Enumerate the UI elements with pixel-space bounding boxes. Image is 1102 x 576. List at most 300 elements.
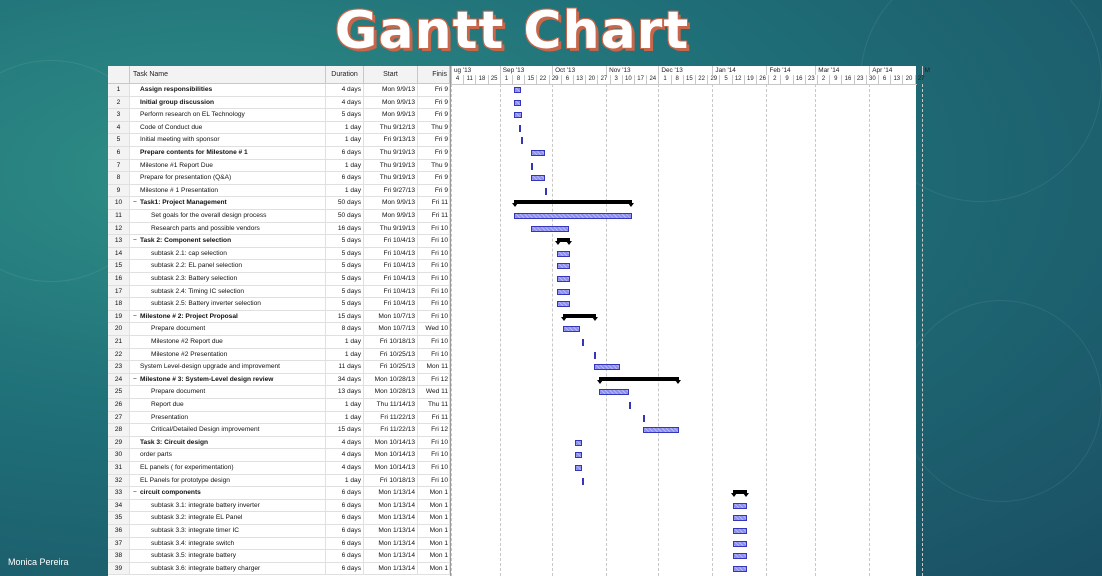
task-start: Fri 9/13/13: [364, 134, 418, 146]
task-bar[interactable]: [733, 528, 747, 534]
task-id: 1: [108, 84, 130, 96]
milestone-bar[interactable]: [582, 478, 584, 485]
task-name: [130, 462, 326, 474]
month-gridline: [552, 84, 553, 576]
task-duration: 1 day: [326, 475, 364, 487]
task-name-text: Prepare contents for Milestone # 1: [140, 149, 248, 156]
task-name-text: EL panels ( for experimentation): [140, 464, 234, 471]
task-name: [130, 399, 326, 411]
collapse-toggle-icon[interactable]: −: [133, 237, 137, 245]
table-row[interactable]: [108, 512, 450, 525]
task-duration: 5 days: [326, 273, 364, 285]
task-name: [130, 437, 326, 449]
task-name-text: Presentation: [151, 413, 189, 421]
table-row[interactable]: [108, 109, 450, 122]
timeline-week-label: 22: [695, 75, 707, 84]
task-id: 16: [108, 273, 130, 285]
timeline-week-label: 29: [707, 75, 719, 84]
task-bar[interactable]: [599, 389, 629, 395]
task-name: [130, 500, 326, 512]
task-bar[interactable]: [733, 541, 747, 547]
task-start: Fri 10/25/13: [364, 349, 418, 361]
month-gridline: [815, 84, 816, 576]
task-bar[interactable]: [575, 465, 582, 471]
timeline-week-label: 22: [536, 75, 548, 84]
task-finish: Mon 1: [418, 500, 450, 512]
table-row[interactable]: [108, 223, 450, 236]
task-name: [130, 286, 326, 298]
task-name: [130, 122, 326, 134]
table-row[interactable]: [108, 311, 450, 324]
table-row[interactable]: [108, 386, 450, 399]
task-start: Mon 9/9/13: [364, 197, 418, 209]
task-name-text: Initial meeting with sponsor: [140, 136, 220, 144]
task-finish: Fri 10: [418, 349, 450, 361]
task-name: [130, 311, 326, 323]
table-row[interactable]: [108, 538, 450, 551]
timeline-week-label: 30: [866, 75, 878, 84]
task-duration: 1 day: [326, 412, 364, 424]
month-gridline: [712, 84, 713, 576]
table-row[interactable]: [108, 97, 450, 110]
task-finish: Wed 10: [418, 323, 450, 335]
task-start: Mon 1/13/14: [364, 538, 418, 550]
task-id: 32: [108, 475, 130, 487]
task-bar[interactable]: [733, 503, 747, 509]
task-start: Mon 1/13/14: [364, 500, 418, 512]
timeline-month-label: Mar '14: [815, 66, 869, 75]
column-header-duration[interactable]: Duration: [326, 66, 364, 84]
task-name-text: order parts: [140, 451, 172, 459]
column-header-id[interactable]: [108, 66, 130, 84]
task-finish: Thu 9: [418, 160, 450, 172]
task-name: [130, 172, 326, 184]
table-row[interactable]: [108, 550, 450, 563]
timeline-week-label: 24: [646, 75, 658, 84]
task-bar[interactable]: [557, 289, 569, 295]
task-id: 14: [108, 248, 130, 260]
task-finish: Fri 10: [418, 311, 450, 323]
task-duration: 6 days: [326, 538, 364, 550]
background-ring: [900, 300, 1102, 502]
timeline-chart: [450, 66, 930, 576]
task-name-text: Research parts and possible vendors: [151, 224, 260, 232]
task-name-text: subtask 2.3: Battery selection: [151, 275, 238, 282]
task-name: [130, 223, 326, 235]
task-name: [130, 160, 326, 172]
task-name: [130, 512, 326, 524]
collapse-toggle-icon[interactable]: −: [133, 489, 137, 497]
task-start: Mon 1/13/14: [364, 512, 418, 524]
task-finish: Fri 10: [418, 260, 450, 272]
task-id: 23: [108, 361, 130, 373]
timeline-week-label: 20: [585, 75, 597, 84]
task-id: 7: [108, 160, 130, 172]
summary-bar[interactable]: [733, 490, 747, 494]
task-name-text: Task1: Project Management: [140, 199, 227, 207]
table-row[interactable]: [108, 487, 450, 500]
table-row[interactable]: [108, 500, 450, 513]
task-name: [130, 525, 326, 537]
timeline-week-label: 3: [610, 75, 622, 84]
task-name: [130, 235, 326, 247]
task-bar[interactable]: [575, 452, 582, 458]
task-name-text: Report due: [151, 401, 184, 408]
task-bar[interactable]: [514, 112, 523, 118]
task-name-text: subtask 3.2: integrate EL Panel: [151, 514, 243, 522]
timeline-week-label: 23: [854, 75, 866, 84]
task-id: 10: [108, 197, 130, 209]
task-name-text: Prepare document: [151, 325, 206, 333]
task-duration: 50 days: [326, 210, 364, 222]
task-id: 9: [108, 185, 130, 197]
timeline-week-label: 6: [561, 75, 573, 84]
task-name-text: subtask 2.1: cap selection: [151, 249, 227, 257]
task-start: Fri 10/4/13: [364, 286, 418, 298]
task-id: 39: [108, 563, 130, 575]
task-finish: Fri 9: [418, 97, 450, 109]
summary-bar[interactable]: [557, 238, 569, 242]
task-duration: 34 days: [326, 374, 364, 386]
task-bar[interactable]: [514, 100, 521, 106]
table-row[interactable]: [108, 449, 450, 462]
task-duration: 5 days: [326, 109, 364, 121]
task-duration: 8 days: [326, 323, 364, 335]
task-duration: 5 days: [326, 235, 364, 247]
timeline-week-label: 4: [451, 75, 463, 84]
timeline-week-label: 20: [902, 75, 914, 84]
task-finish: Mon 1: [418, 550, 450, 562]
table-row[interactable]: [108, 260, 450, 273]
table-row[interactable]: [108, 134, 450, 147]
timeline-month-label: Nov '13: [606, 66, 658, 75]
month-gridline: [451, 84, 452, 576]
task-start: Fri 10/4/13: [364, 260, 418, 272]
milestone-bar[interactable]: [519, 125, 521, 132]
table-row[interactable]: [108, 323, 450, 336]
task-bar[interactable]: [557, 276, 569, 282]
task-name-text: Perform research on EL Technology: [140, 111, 245, 119]
task-name: [130, 475, 326, 487]
task-name-text: EL Panels for prototype design: [140, 476, 230, 484]
table-row[interactable]: [108, 172, 450, 185]
timeline-week-label: 9: [829, 75, 841, 84]
task-name: [130, 97, 326, 109]
timeline-header-divider: [451, 84, 917, 85]
collapse-toggle-icon[interactable]: −: [133, 375, 137, 383]
task-start: Mon 1/13/14: [364, 525, 418, 537]
task-start: Thu 9/19/13: [364, 223, 418, 235]
task-name: [130, 109, 326, 121]
timeline-week-label: 16: [793, 75, 805, 84]
table-row[interactable]: [108, 273, 450, 286]
task-name-text: Milestone # 3: System-Level design review: [140, 375, 274, 383]
task-finish: Fri 10: [418, 286, 450, 298]
task-start: Mon 10/28/13: [364, 386, 418, 398]
task-bar[interactable]: [563, 326, 580, 332]
task-bar[interactable]: [733, 553, 747, 559]
task-name: [130, 563, 326, 575]
task-name-text: circuit components: [140, 489, 201, 497]
task-start: Mon 1/13/14: [364, 550, 418, 562]
task-finish: Fri 11: [418, 210, 450, 222]
task-bar[interactable]: [557, 301, 569, 307]
task-finish: Fri 10: [418, 336, 450, 348]
table-row[interactable]: [108, 147, 450, 160]
task-name-text: subtask 3.5: integrate battery: [151, 552, 237, 560]
task-start: Mon 10/7/13: [364, 323, 418, 335]
task-finish: Fri 10: [418, 235, 450, 247]
task-start: Fri 10/4/13: [364, 235, 418, 247]
task-finish: Wed 11: [418, 386, 450, 398]
task-id: 33: [108, 487, 130, 499]
task-finish: Fri 10: [418, 298, 450, 310]
timeline-week-label: 17: [634, 75, 646, 84]
task-name-text: Milestone #1 Report Due: [140, 161, 213, 169]
month-gridline: [658, 84, 659, 576]
table-row[interactable]: [108, 475, 450, 488]
column-header-finish[interactable]: Finis: [418, 66, 450, 84]
task-name: [130, 424, 326, 436]
timeline-week-label: 13: [573, 75, 585, 84]
task-finish: Fri 9: [418, 185, 450, 197]
task-finish: Fri 11: [418, 197, 450, 209]
timeline-week-label: 1: [500, 75, 512, 84]
table-row[interactable]: [108, 248, 450, 261]
collapse-toggle-icon[interactable]: −: [133, 199, 137, 207]
task-table: [108, 66, 450, 576]
timeline-week-label: 5: [719, 75, 731, 84]
task-start: Mon 10/14/13: [364, 462, 418, 474]
task-id: 24: [108, 374, 130, 386]
task-finish: Fri 12: [418, 374, 450, 386]
task-id: 5: [108, 134, 130, 146]
task-bar[interactable]: [557, 251, 569, 257]
task-duration: 6 days: [326, 525, 364, 537]
task-id: 2: [108, 97, 130, 109]
table-row[interactable]: [108, 122, 450, 135]
task-bar[interactable]: [733, 515, 747, 521]
table-row[interactable]: [108, 563, 450, 576]
task-bar[interactable]: [575, 440, 582, 446]
timeline-week-label: 10: [622, 75, 634, 84]
task-name-text: subtask 2.5: Battery inverter selection: [151, 300, 261, 308]
task-finish: Thu 9: [418, 122, 450, 134]
timeline-week-label: 2: [768, 75, 780, 84]
summary-bar[interactable]: [563, 314, 596, 318]
summary-bar[interactable]: [599, 377, 679, 381]
timeline-week-label: 13: [890, 75, 902, 84]
month-gridline: [766, 84, 767, 576]
task-name: [130, 412, 326, 424]
gantt-view[interactable]: [108, 66, 930, 576]
task-bar[interactable]: [594, 364, 620, 370]
task-start: Fri 10/25/13: [364, 361, 418, 373]
table-row[interactable]: [108, 349, 450, 362]
table-row[interactable]: [108, 462, 450, 475]
milestone-bar[interactable]: [629, 402, 631, 409]
timeline-month-label: Sep '13: [500, 66, 552, 75]
milestone-bar[interactable]: [594, 352, 596, 359]
task-bar[interactable]: [531, 175, 545, 181]
table-row[interactable]: [108, 286, 450, 299]
task-bar[interactable]: [531, 150, 545, 156]
task-name-text: subtask 3.3: integrate timer IC: [151, 527, 239, 534]
task-finish: Fri 10: [418, 273, 450, 285]
table-row[interactable]: [108, 525, 450, 538]
table-row[interactable]: [108, 210, 450, 223]
task-duration: 4 days: [326, 97, 364, 109]
month-gridline: [606, 84, 607, 576]
timeline-week-label: 23: [805, 75, 817, 84]
task-bar[interactable]: [514, 213, 633, 219]
task-start: Mon 9/9/13: [364, 109, 418, 121]
task-id: 31: [108, 462, 130, 474]
task-duration: 6 days: [326, 500, 364, 512]
table-row[interactable]: [108, 160, 450, 173]
task-name: [130, 298, 326, 310]
task-duration: 16 days: [326, 223, 364, 235]
task-name: [130, 185, 326, 197]
task-name-text: Assign responsibilities: [140, 86, 213, 93]
task-id: 28: [108, 424, 130, 436]
task-bar[interactable]: [531, 226, 569, 232]
task-name-text: subtask 2.2: EL panel selection: [151, 262, 243, 270]
task-name: [130, 349, 326, 361]
task-start: Thu 9/19/13: [364, 147, 418, 159]
column-header-start[interactable]: Start: [364, 66, 418, 84]
task-start: Thu 9/12/13: [364, 122, 418, 134]
task-duration: 15 days: [326, 424, 364, 436]
task-name: [130, 550, 326, 562]
timeline-week-label: 2: [817, 75, 829, 84]
table-row[interactable]: [108, 361, 450, 374]
task-name-text: subtask 2.4: Timing IC selection: [151, 287, 245, 295]
task-start: Fri 11/22/13: [364, 424, 418, 436]
task-duration: 5 days: [326, 248, 364, 260]
month-gridline: [869, 84, 870, 576]
task-id: 29: [108, 437, 130, 449]
timeline-week-label: 1: [658, 75, 670, 84]
task-name-text: Prepare document: [151, 388, 206, 396]
table-row[interactable]: [108, 298, 450, 311]
task-finish: Mon 1: [418, 487, 450, 499]
table-row[interactable]: [108, 197, 450, 210]
task-duration: 4 days: [326, 449, 364, 461]
task-bar[interactable]: [643, 427, 680, 433]
task-id: 26: [108, 399, 130, 411]
task-id: 18: [108, 298, 130, 310]
timeline-month-label: Feb '14: [766, 66, 815, 75]
summary-bar[interactable]: [514, 200, 633, 204]
task-bar[interactable]: [557, 263, 569, 269]
month-gridline: [500, 84, 501, 576]
timeline-week-label: 12: [732, 75, 744, 84]
task-name: [130, 260, 326, 272]
timeline-week-label: 6: [878, 75, 890, 84]
collapse-toggle-icon[interactable]: −: [133, 312, 137, 320]
task-duration: 1 day: [326, 160, 364, 172]
task-duration: 50 days: [326, 197, 364, 209]
task-duration: 1 day: [326, 185, 364, 197]
task-bar[interactable]: [514, 87, 521, 93]
milestone-bar[interactable]: [643, 415, 645, 422]
task-bar[interactable]: [733, 566, 747, 572]
task-duration: 6 days: [326, 512, 364, 524]
milestone-bar[interactable]: [521, 137, 523, 144]
task-name: [130, 449, 326, 461]
task-name-text: Prepare for presentation (Q&A): [140, 174, 232, 182]
task-name-text: Critical/Detailed Design improvement: [151, 426, 260, 434]
table-row[interactable]: [108, 437, 450, 450]
task-finish: Fri 10: [418, 475, 450, 487]
task-name-text: Set goals for the overall design process: [151, 212, 267, 219]
task-finish: Fri 11: [418, 412, 450, 424]
milestone-bar[interactable]: [531, 163, 533, 170]
task-name-text: Milestone # 1 Presentation: [140, 186, 219, 194]
task-name: [130, 538, 326, 550]
task-name-text: Task 2: Component selection: [140, 237, 232, 245]
task-start: Thu 9/19/13: [364, 160, 418, 172]
task-finish: Fri 10: [418, 449, 450, 461]
task-duration: 5 days: [326, 260, 364, 272]
task-name-text: Task 3: Circuit design: [140, 438, 209, 446]
task-id: 8: [108, 172, 130, 184]
task-duration: 6 days: [326, 487, 364, 499]
timeline-week-label: 15: [524, 75, 536, 84]
table-row[interactable]: [108, 399, 450, 412]
table-row[interactable]: [108, 336, 450, 349]
task-id: 20: [108, 323, 130, 335]
milestone-bar[interactable]: [545, 188, 547, 195]
task-name-text: Code of Conduct due: [140, 123, 203, 131]
task-duration: 6 days: [326, 563, 364, 575]
task-duration: 6 days: [326, 550, 364, 562]
table-row[interactable]: [108, 424, 450, 437]
column-header-task-name[interactable]: Task Name: [130, 66, 326, 84]
timeline-week-label: 18: [475, 75, 487, 84]
task-id: 17: [108, 286, 130, 298]
task-start: Fri 10/4/13: [364, 298, 418, 310]
task-finish: Fri 10: [418, 223, 450, 235]
task-duration: 4 days: [326, 462, 364, 474]
timeline-week-label: 26: [756, 75, 768, 84]
task-duration: 6 days: [326, 147, 364, 159]
task-finish: Mon 1: [418, 512, 450, 524]
milestone-bar[interactable]: [582, 339, 584, 346]
task-name: [130, 323, 326, 335]
task-duration: 13 days: [326, 386, 364, 398]
task-name-text: Milestone #2 Presentation: [151, 350, 228, 358]
task-start: Mon 1/13/14: [364, 487, 418, 499]
task-name: [130, 273, 326, 285]
task-duration: 4 days: [326, 84, 364, 96]
timeline-month-label: M: [922, 66, 930, 75]
task-duration: 1 day: [326, 134, 364, 146]
timeline-week-label: 8: [671, 75, 683, 84]
task-finish: Mon 11: [418, 361, 450, 373]
table-row[interactable]: [108, 84, 450, 97]
task-name: [130, 361, 326, 373]
task-name: [130, 248, 326, 260]
task-id: 19: [108, 311, 130, 323]
task-id: 36: [108, 525, 130, 537]
table-row[interactable]: [108, 374, 450, 387]
table-row[interactable]: [108, 235, 450, 248]
table-row[interactable]: [108, 412, 450, 425]
task-name: [130, 487, 326, 499]
table-row[interactable]: [108, 185, 450, 198]
